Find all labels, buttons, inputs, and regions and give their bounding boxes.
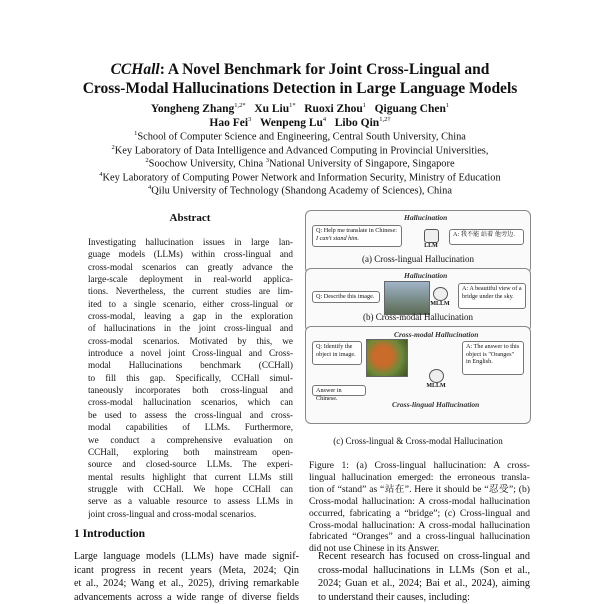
- right-column-text: [318, 550, 530, 604]
- text-line: mental results highlight that current LLMs still: [88, 471, 293, 483]
- affiliation-2: $^2$Key Laboratory of Data Intelligence and Advanced Computing in Provincial Universities,: [0, 141, 600, 158]
- landscape-image: [384, 281, 430, 315]
- text-line: cross-modal scenarios can greatly advance the: [88, 261, 293, 273]
- author-name: Hao Fei: [209, 117, 248, 129]
- text-line: CCHall, exploring both mainstream open-: [88, 446, 293, 458]
- text-line: to understand their causes, including:: [318, 591, 530, 604]
- author-name: Wenpeng Lu: [260, 117, 323, 129]
- text-line: lingual hallucination emerged: the erroneous transla-: [309, 472, 530, 484]
- text-line: modal capabilities of LLMs. Furthermore,: [88, 421, 293, 433]
- text-line: occurred, fabricating a “bridge”; (c) Cross-lingual and: [309, 508, 530, 520]
- text-line: et al., 2024; Wang et al., 2025), driving remarkable: [74, 577, 299, 591]
- text-line: taneously incorporates both cross-lingual and: [88, 384, 293, 396]
- panel-c-label-bottom: Cross-lingual Hallucination: [392, 400, 479, 409]
- panel-c-caption: (c) Cross-lingual & Cross-modal Hallucination: [305, 436, 531, 446]
- author-name: Xu Liu: [254, 103, 289, 115]
- author-name: Yongheng Zhang: [151, 103, 234, 115]
- affiliation-1: $^1$School of Computer Science and Engineering, Central South University, China: [0, 127, 600, 144]
- text-line: cross-modal, leaving a gap in the exploration: [88, 310, 293, 322]
- text-line: Investigating hallucination issues in large lan-: [88, 236, 293, 248]
- text-line: Recent research has focused on cross-lingual and: [318, 550, 530, 564]
- author-name: Qiguang Chen: [375, 103, 446, 115]
- text-line: struggle with CCHall. We hope CCHall can: [88, 483, 293, 495]
- panel-b-answer: A: A beautiful view of a bridge under the sky.: [458, 283, 526, 309]
- panel-c-question: Q: Identify the object in image.: [312, 341, 362, 365]
- paper-title-line1: CCHall: A Novel Benchmark for Joint Cross-Lingual and: [0, 60, 600, 79]
- text-line: icant progress in recent years (Meta, 2024; Qin: [74, 564, 299, 578]
- author-name: Ruoxi Zhou: [304, 103, 362, 115]
- panel-b-question: Q: Describe this image.: [312, 291, 380, 303]
- text-line: guage models (LLMs) within cross-lingual and: [88, 248, 293, 260]
- text-line: serve as a valuable resource to assess LLMs in: [88, 495, 293, 507]
- oranges-image: [366, 339, 408, 377]
- author-name: Libo Qin: [335, 117, 379, 129]
- affiliation-5: $^4$Qilu University of Technology (Shandong Academy of Sciences), China: [0, 181, 600, 198]
- introduction-text: [74, 550, 299, 604]
- panel-b-label: Hallucination: [404, 271, 447, 280]
- panel-a-label: Hallucination: [404, 213, 447, 222]
- text-line: cross-modal hallucinations in LLMs (Son et al.,: [318, 564, 530, 578]
- panel-b-model: MLLM: [426, 301, 454, 307]
- text-line: Figure 1: (a) Cross-lingual hallucination: A cross-: [309, 460, 530, 472]
- affiliation-3: $^2$Soochow University, China $^3$National University of Singapore, Singapore: [0, 154, 600, 171]
- robot-icon: [424, 229, 439, 243]
- abstract-body: [88, 236, 293, 520]
- panel-a-answer: A: 我不能 站着 他旁边.: [449, 229, 524, 245]
- authors-line2: Hao Fei$^3$ Wenpeng Lu$^4$ Libo Qin$^{1,2\dagger}$: [0, 113, 600, 130]
- robot-icon: [429, 369, 444, 383]
- text-line: joint cross-lingual and cross-modal scenarios.: [88, 508, 293, 520]
- affiliation-4: $^4$Key Laboratory of Computing Power Network and Information Security, Ministry of Education: [0, 168, 600, 185]
- panel-c: [305, 326, 531, 424]
- robot-icon: [433, 287, 448, 301]
- text-line: did not use Chinese in its Answer.: [309, 543, 530, 555]
- text-line: be used to assess the cross-lingual and cross-: [88, 409, 293, 421]
- text-line: 2024; Guan et al., 2024; Bai et al., 2024), aiming: [318, 577, 530, 591]
- panel-c-instruction: Answer in Chinese.: [312, 385, 366, 396]
- text-line: modal Hallucinations benchmark (CCHall): [88, 359, 293, 371]
- figure-1-caption: [309, 460, 530, 555]
- text-line: cross-modal scenarios. Motivated by this, we: [88, 335, 293, 347]
- text-line: large-scale deployment in real-world applica-: [88, 273, 293, 285]
- text-line: Cross-modal hallucination: A cross-modal hallucination: [309, 496, 530, 508]
- text-line: of hallucinations in the joint cross-lingual and: [88, 322, 293, 334]
- authors-line1: Yongheng Zhang$^{1,2*}$ Xu Liu$^{1*}$ Ruoxi Zhou$^1$ Qiguang Chen$^1$: [0, 99, 600, 116]
- text-line: tions. Nevertheless, the current studies are lim-: [88, 285, 293, 297]
- text-line: introduce a novel joint Cross-lingual and Cross-: [88, 347, 293, 359]
- text-line: source and closed-source LLMs. The experi-: [88, 458, 293, 470]
- panel-a-model: LLM: [418, 243, 444, 249]
- text-line: fabricated “Oranges” and a cross-lingual hallucination: [309, 531, 530, 543]
- panel-b: [305, 268, 531, 332]
- panel-a-question: Q: Help me translate in Chinese: I can't stand him.: [312, 225, 402, 247]
- text-line: cross-modal hallucination scenarios, which can: [88, 396, 293, 408]
- figure-1: [305, 205, 531, 450]
- abstract-heading: Abstract: [80, 212, 300, 224]
- panel-a-caption: (a) Cross-lingual Hallucination: [305, 254, 531, 264]
- text-line: we conduct a comprehensive evaluation on: [88, 434, 293, 446]
- text-line: to fill this gap. Specifically, CCHall simul-: [88, 372, 293, 384]
- panel-a: [305, 210, 531, 274]
- text-line: ited to a single scenario, either cross-lingual or: [88, 298, 293, 310]
- panel-c-answer: A: The answer to this object is "Oranges" in English.: [462, 341, 524, 375]
- panel-c-label-top: Cross-modal Hallucination: [394, 330, 478, 339]
- text-line: Large language models (LLMs) have made signif-: [74, 550, 299, 564]
- panel-b-caption: (b) Cross-modal Hallucination: [305, 312, 531, 322]
- section-introduction-heading: 1 Introduction: [74, 528, 145, 540]
- text-line: advancements across a wide range of diverse fields: [74, 591, 299, 604]
- panel-c-model: MLLM: [422, 383, 450, 389]
- text-line: tion of “stand” as “站在”. Here it should be “忍受”; (b): [309, 484, 530, 496]
- text-line: Cross-modal hallucination: A cross-modal hallucination: [309, 520, 530, 532]
- paper-title-line2: Cross-Modal Hallucinations Detection in Large Language Models: [0, 79, 600, 98]
